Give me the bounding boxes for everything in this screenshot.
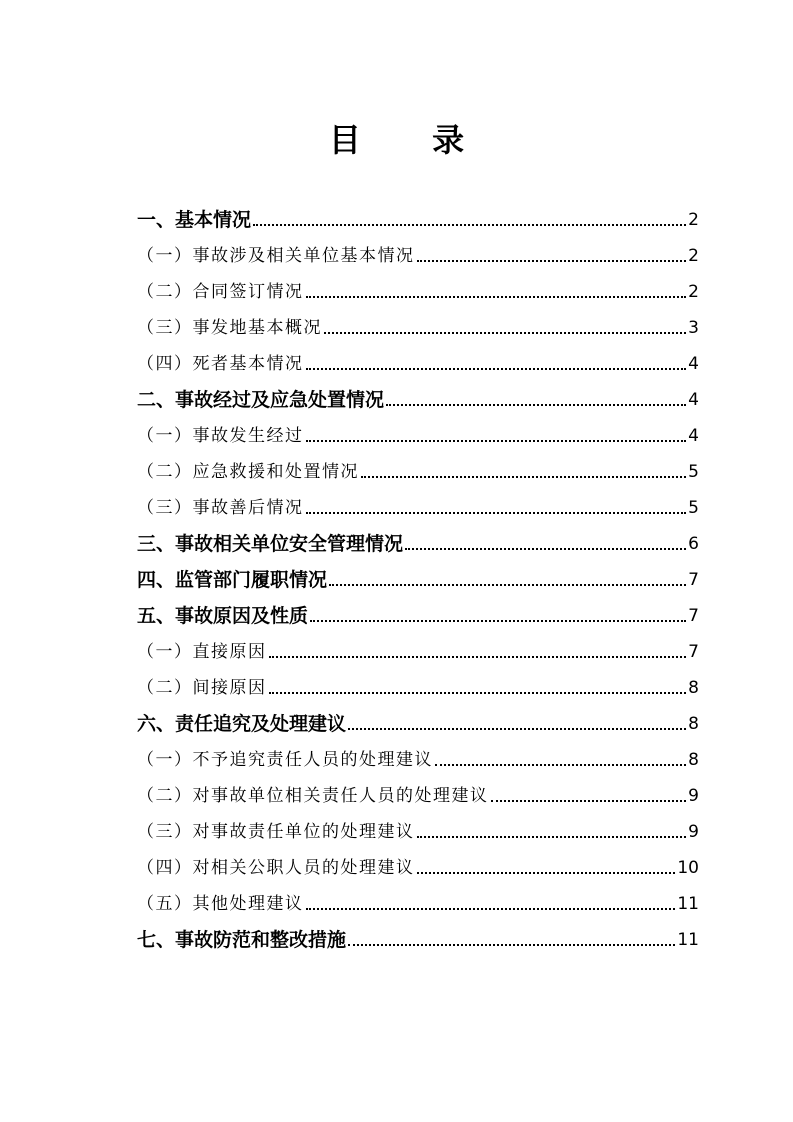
toc-entry-label: （二）应急救援和处置情况 xyxy=(137,462,359,482)
toc-entry-label: （一）不予追究责任人员的处理建议 xyxy=(137,750,433,770)
toc-entry-label: （二）合同签订情况 xyxy=(137,282,304,302)
toc-entry-page-number: 5 xyxy=(688,462,699,482)
toc-entry[interactable] xyxy=(137,738,699,774)
toc-entry-page-number: 9 xyxy=(688,822,699,842)
toc-entry[interactable] xyxy=(137,342,699,378)
toc-dot-leader xyxy=(253,224,686,226)
toc-entry-page-number: 7 xyxy=(688,642,699,662)
toc-entry-label: 四、监管部门履职情况 xyxy=(137,569,328,591)
toc-entry[interactable] xyxy=(137,918,699,954)
toc-entry-page-number: 11 xyxy=(677,930,699,950)
toc-entry[interactable] xyxy=(137,810,699,846)
toc-dot-leader xyxy=(306,296,687,298)
toc-dot-leader xyxy=(329,584,686,586)
toc-dot-leader xyxy=(348,944,675,946)
toc-dot-leader xyxy=(310,620,686,622)
toc-entry-label: （二）间接原因 xyxy=(137,678,267,698)
toc-entry-page-number: 5 xyxy=(688,498,699,518)
toc-entry-page-number: 8 xyxy=(688,750,699,770)
toc-entry-label: 一、基本情况 xyxy=(137,209,252,231)
toc-entry[interactable] xyxy=(137,594,699,630)
toc-dot-leader xyxy=(435,764,686,766)
table-of-contents xyxy=(137,198,699,954)
toc-dot-leader xyxy=(306,440,687,442)
toc-entry-page-number: 7 xyxy=(688,570,699,590)
toc-entry[interactable] xyxy=(137,882,699,918)
toc-entry-label: 五、事故原因及性质 xyxy=(137,605,309,627)
toc-entry-page-number: 3 xyxy=(688,318,699,338)
toc-entry-page-number: 2 xyxy=(688,282,699,302)
toc-entry[interactable] xyxy=(137,774,699,810)
toc-entry-label: （一）事故涉及相关单位基本情况 xyxy=(137,246,415,266)
toc-entry-page-number: 8 xyxy=(688,678,699,698)
toc-dot-leader xyxy=(491,800,687,802)
toc-entry[interactable] xyxy=(137,846,699,882)
toc-entry[interactable] xyxy=(137,630,699,666)
toc-dot-leader xyxy=(306,368,687,370)
toc-dot-leader xyxy=(361,476,686,478)
toc-dot-leader xyxy=(269,692,687,694)
toc-entry-label: （三）事发地基本概况 xyxy=(137,318,322,338)
toc-dot-leader xyxy=(386,404,686,406)
toc-entry-page-number: 2 xyxy=(688,246,699,266)
toc-dot-leader xyxy=(324,332,686,334)
toc-entry[interactable] xyxy=(137,558,699,594)
toc-entry[interactable] xyxy=(137,378,699,414)
toc-entry[interactable] xyxy=(137,306,699,342)
toc-entry[interactable] xyxy=(137,270,699,306)
toc-entry[interactable] xyxy=(137,486,699,522)
toc-dot-leader xyxy=(348,728,686,730)
page-title: 目 录 xyxy=(328,121,495,159)
toc-entry-page-number: 4 xyxy=(688,390,699,410)
toc-entry-label: （四）死者基本情况 xyxy=(137,354,304,374)
toc-entry[interactable] xyxy=(137,450,699,486)
toc-entry-page-number: 9 xyxy=(688,786,699,806)
toc-entry-page-number: 11 xyxy=(677,894,699,914)
toc-entry-label: 三、事故相关单位安全管理情况 xyxy=(137,533,404,555)
toc-entry-page-number: 8 xyxy=(688,714,699,734)
toc-entry-page-number: 4 xyxy=(688,426,699,446)
toc-entry-label: 七、事故防范和整改措施 xyxy=(137,929,347,951)
toc-entry-page-number: 6 xyxy=(688,534,699,554)
toc-dot-leader xyxy=(417,260,687,262)
toc-entry-page-number: 10 xyxy=(677,858,699,878)
toc-entry-label: （一）直接原因 xyxy=(137,642,267,662)
toc-dot-leader xyxy=(306,512,687,514)
toc-dot-leader xyxy=(269,656,687,658)
toc-entry[interactable] xyxy=(137,702,699,738)
toc-entry-label: （五）其他处理建议 xyxy=(137,894,304,914)
toc-entry-label: （三）对事故责任单位的处理建议 xyxy=(137,822,415,842)
toc-entry-label: 二、事故经过及应急处置情况 xyxy=(137,389,385,411)
toc-entry-page-number: 7 xyxy=(688,606,699,626)
toc-dot-leader xyxy=(417,872,676,874)
toc-entry-label: （三）事故善后情况 xyxy=(137,498,304,518)
toc-entry-label: （一）事故发生经过 xyxy=(137,426,304,446)
toc-entry[interactable] xyxy=(137,666,699,702)
toc-entry-label: 六、责任追究及处理建议 xyxy=(137,713,347,735)
toc-entry-label: （二）对事故单位相关责任人员的处理建议 xyxy=(137,786,489,806)
toc-entry[interactable] xyxy=(137,234,699,270)
toc-entry-label: （四）对相关公职人员的处理建议 xyxy=(137,858,415,878)
toc-dot-leader xyxy=(405,548,686,550)
toc-entry[interactable] xyxy=(137,414,699,450)
toc-entry[interactable] xyxy=(137,198,699,234)
toc-dot-leader xyxy=(417,836,687,838)
toc-entry[interactable] xyxy=(137,522,699,558)
toc-dot-leader xyxy=(306,908,676,910)
toc-entry-page-number: 2 xyxy=(688,210,699,230)
toc-entry-page-number: 4 xyxy=(688,354,699,374)
